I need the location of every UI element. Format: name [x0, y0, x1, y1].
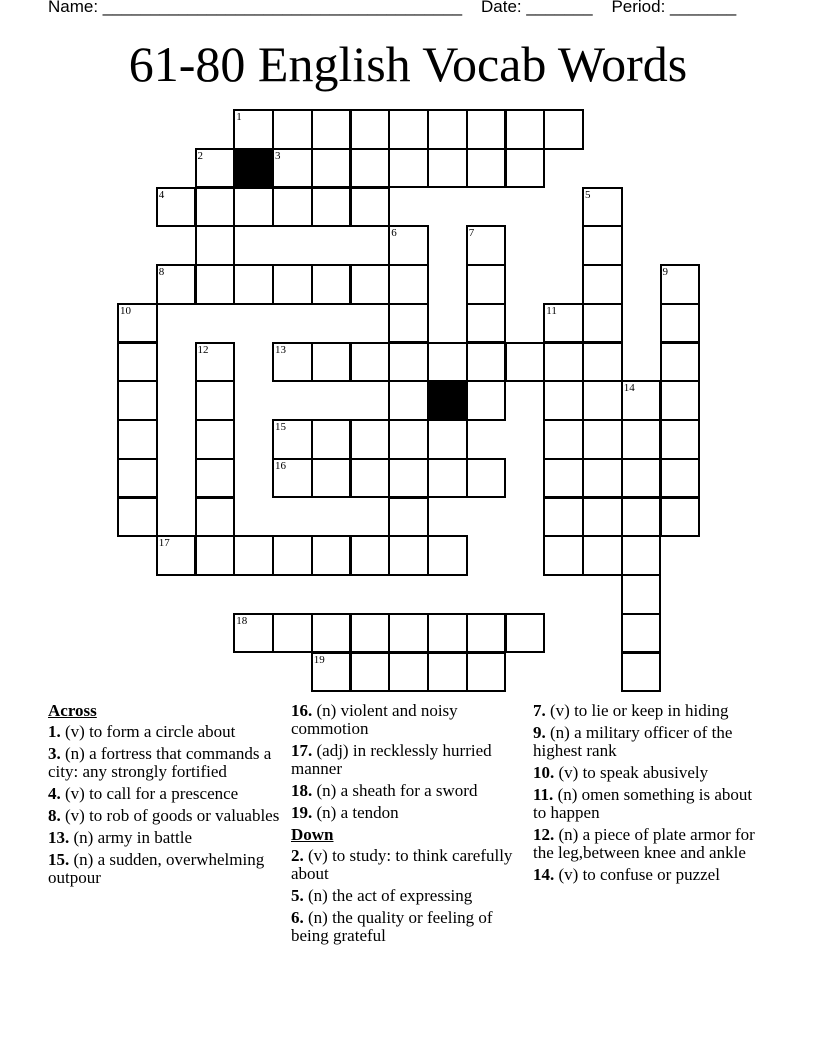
clues-column-2: [291, 702, 526, 949]
grid-cell[interactable]: [582, 419, 623, 460]
grid-cell[interactable]: [427, 342, 468, 383]
grid-cell[interactable]: [543, 380, 584, 421]
grid-cell[interactable]: [466, 380, 507, 421]
clue-number: 19: [313, 653, 325, 666]
grid-cell[interactable]: [660, 303, 701, 344]
grid-cell[interactable]: [660, 419, 701, 460]
clue-number: 8: [158, 266, 165, 278]
grid-cell[interactable]: [195, 225, 236, 266]
grid-cell[interactable]: [272, 148, 313, 189]
grid-cell[interactable]: [350, 187, 391, 228]
black-square: [233, 148, 274, 189]
grid-cell[interactable]: [466, 458, 507, 499]
grid-cell[interactable]: [582, 264, 623, 305]
clue-number: 7: [468, 227, 475, 240]
grid-cell[interactable]: [543, 109, 584, 150]
grid-cell[interactable]: [466, 148, 507, 189]
grid-cell[interactable]: [621, 535, 662, 576]
clue-down-5: 5. (n) the act of expressing: [291, 886, 473, 905]
grid-cell[interactable]: [233, 535, 274, 576]
grid-cell[interactable]: [117, 342, 158, 383]
clue-across-3: 3. (n) a fortress that commands a city: any strongly fortified: [48, 744, 272, 781]
clue-number: 14: [623, 382, 635, 395]
clue-down-2: 2. (v) to study: to think carefully about: [291, 846, 513, 883]
grid-cell[interactable]: [350, 419, 391, 460]
clue-down-12: 12. (n) a piece of plate armor for the leg,between knee and ankle: [533, 825, 755, 862]
clue-number: 17: [158, 537, 170, 550]
grid-cell[interactable]: [117, 458, 158, 499]
grid-cell[interactable]: [388, 458, 429, 499]
grid-cell[interactable]: [466, 342, 507, 383]
grid-cell[interactable]: [543, 419, 584, 460]
page-title: 61-80 English Vocab Words: [128, 36, 688, 92]
worksheet-header: [48, 0, 736, 17]
grid-cell[interactable]: [311, 458, 352, 499]
clue-number: 10: [120, 304, 131, 317]
grid-cell[interactable]: [195, 380, 236, 421]
grid-cell[interactable]: [388, 652, 429, 693]
grid-cell[interactable]: [272, 342, 313, 383]
grid-cell[interactable]: [388, 613, 429, 654]
grid-cell[interactable]: [466, 652, 507, 693]
grid-cell[interactable]: [311, 148, 352, 189]
grid-cell[interactable]: [427, 613, 468, 654]
grid-cell[interactable]: [582, 497, 623, 538]
grid-cell[interactable]: [272, 535, 313, 576]
grid-cell[interactable]: [388, 497, 429, 538]
grid-cell[interactable]: [388, 419, 429, 460]
grid-cell[interactable]: [195, 264, 236, 305]
grid-cell[interactable]: [350, 458, 391, 499]
grid-cell[interactable]: [621, 419, 662, 460]
grid-cell[interactable]: [195, 535, 236, 576]
grid-cell[interactable]: [466, 303, 507, 344]
grid-cell[interactable]: [582, 225, 623, 266]
grid-cell[interactable]: [195, 458, 236, 499]
grid-cell[interactable]: [311, 187, 352, 228]
grid-cell[interactable]: [543, 497, 584, 538]
black-square: [427, 380, 468, 421]
clue-number: 6: [391, 227, 397, 240]
grid-cell[interactable]: [427, 458, 468, 499]
grid-cell[interactable]: [233, 264, 274, 305]
grid-cell[interactable]: [272, 458, 313, 499]
grid-cell[interactable]: [621, 574, 662, 615]
grid-cell[interactable]: [350, 264, 391, 305]
grid-cell[interactable]: [660, 458, 701, 499]
grid-cell[interactable]: [272, 264, 313, 305]
down-heading: Down: [291, 825, 334, 844]
clues-column-3: [533, 702, 768, 888]
date-field[interactable]: Date: _______: [480, 0, 593, 16]
grid-cell[interactable]: [350, 613, 391, 654]
clue-across-1: 1. (v) to form a circle about: [48, 722, 236, 741]
grid-cell[interactable]: [621, 380, 662, 421]
grid-cell[interactable]: [388, 225, 429, 266]
grid-cell[interactable]: [466, 613, 507, 654]
clue-across-15: 15. (n) a sudden, overwhelming outpour: [48, 850, 265, 887]
grid-cell[interactable]: [195, 497, 236, 538]
clue-down-14: 14. (v) to confuse or puzzel: [533, 865, 720, 884]
grid-cell[interactable]: [505, 342, 546, 383]
clue-down-10: 10. (v) to speak abusively: [533, 763, 709, 782]
grid-cell[interactable]: [660, 380, 701, 421]
grid-cell[interactable]: [350, 535, 391, 576]
clue-down-11: 11. (n) omen something is about to happen: [533, 785, 753, 822]
grid-cell[interactable]: [117, 380, 158, 421]
grid-cell[interactable]: [427, 109, 468, 150]
grid-cell[interactable]: [582, 380, 623, 421]
grid-cell[interactable]: [195, 187, 236, 228]
grid-cell[interactable]: [156, 264, 197, 305]
grid-cell[interactable]: [427, 419, 468, 460]
grid-cell[interactable]: [350, 148, 391, 189]
grid-cell[interactable]: [660, 264, 701, 305]
grid-cell[interactable]: [272, 613, 313, 654]
grid-cell[interactable]: [311, 264, 352, 305]
grid-cell[interactable]: [233, 613, 274, 654]
grid-cell[interactable]: [660, 497, 701, 538]
clue-across-18: 18. (n) a sheath for a sword: [291, 781, 478, 800]
grid-cell[interactable]: [117, 419, 158, 460]
clue-across-19: 19. (n) a tendon: [291, 803, 399, 822]
period-field[interactable]: Period: _______: [611, 0, 737, 16]
grid-cell[interactable]: [582, 187, 623, 228]
grid-cell[interactable]: [311, 613, 352, 654]
clue-across-16: 16. (n) violent and noisy commotion: [291, 701, 458, 738]
clue-down-6: 6. (n) the quality or feeling of being grateful: [291, 908, 493, 945]
grid-cell[interactable]: [543, 458, 584, 499]
clue-number: 16: [275, 459, 286, 472]
grid-cell[interactable]: [621, 458, 662, 499]
grid-cell[interactable]: [117, 303, 158, 344]
crossword-grid: [118, 110, 700, 692]
grid-cell[interactable]: [621, 652, 662, 693]
grid-cell[interactable]: [466, 225, 507, 266]
grid-cell[interactable]: [388, 535, 429, 576]
grid-cell[interactable]: [505, 613, 546, 654]
grid-cell[interactable]: [156, 187, 197, 228]
clue-number: 15: [275, 421, 286, 433]
grid-cell[interactable]: [466, 264, 507, 305]
grid-cell[interactable]: [272, 419, 313, 460]
grid-cell[interactable]: [195, 148, 236, 189]
grid-cell[interactable]: [388, 148, 429, 189]
grid-cell[interactable]: [388, 264, 429, 305]
grid-cell[interactable]: [543, 303, 584, 344]
grid-cell[interactable]: [388, 303, 429, 344]
grid-cell[interactable]: [233, 187, 274, 228]
grid-cell[interactable]: [505, 148, 546, 189]
grid-cell[interactable]: [350, 109, 391, 150]
grid-cell[interactable]: [272, 109, 313, 150]
clue-number: 18: [236, 614, 248, 627]
clue-number: 12: [197, 343, 209, 356]
grid-cell[interactable]: [350, 342, 391, 383]
grid-cell[interactable]: [311, 535, 352, 576]
grid-cell[interactable]: [311, 419, 352, 460]
grid-cell[interactable]: [621, 613, 662, 654]
grid-cell[interactable]: [350, 652, 391, 693]
clue-number: 1: [236, 111, 242, 123]
grid-cell[interactable]: [156, 535, 197, 576]
grid-cell[interactable]: [582, 342, 623, 383]
grid-cell[interactable]: [427, 652, 468, 693]
grid-cell[interactable]: [311, 109, 352, 150]
clue-number: 11: [546, 304, 557, 317]
grid-cell[interactable]: [660, 342, 701, 383]
clue-number: 13: [275, 343, 286, 356]
grid-cell[interactable]: [388, 380, 429, 421]
clue-number: 4: [158, 188, 165, 201]
clue-across-8: 8. (v) to rob of goods or valuables: [48, 806, 280, 825]
clue-across-13: 13. (n) army in battle: [48, 828, 192, 847]
clues-column-1: [48, 702, 283, 891]
grid-cell[interactable]: [233, 109, 274, 150]
clue-number: 5: [585, 188, 591, 201]
grid-cell[interactable]: [117, 497, 158, 538]
grid-cell[interactable]: [427, 535, 468, 576]
across-heading: Across: [48, 701, 97, 720]
grid-cell[interactable]: [466, 109, 507, 150]
clue-across-4: 4. (v) to call for a prescence: [48, 784, 239, 803]
grid-cell[interactable]: [388, 342, 429, 383]
grid-cell[interactable]: [505, 109, 546, 150]
grid-cell[interactable]: [621, 497, 662, 538]
name-field[interactable]: Name: ______________________________________: [48, 0, 463, 16]
clue-down-7: 7. (v) to lie or keep in hiding: [533, 701, 729, 720]
grid-cell[interactable]: [543, 342, 584, 383]
grid-cell[interactable]: [311, 652, 352, 693]
clue-number: 2: [197, 149, 203, 162]
grid-cell[interactable]: [272, 187, 313, 228]
grid-cell[interactable]: [195, 419, 236, 460]
grid-cell[interactable]: [582, 535, 623, 576]
grid-cell[interactable]: [582, 458, 623, 499]
grid-cell[interactable]: [543, 535, 584, 576]
clue-number: 9: [662, 266, 668, 278]
grid-cell[interactable]: [311, 342, 352, 383]
grid-cell[interactable]: [427, 148, 468, 189]
grid-cell[interactable]: [582, 303, 623, 344]
grid-cell[interactable]: [388, 109, 429, 150]
clue-down-9: 9. (n) a military officer of the highest rank: [533, 723, 733, 760]
clue-across-17: 17. (adj) in recklessly hurried manner: [291, 741, 492, 778]
clue-number: 3: [275, 149, 281, 162]
grid-cell[interactable]: [195, 342, 236, 383]
